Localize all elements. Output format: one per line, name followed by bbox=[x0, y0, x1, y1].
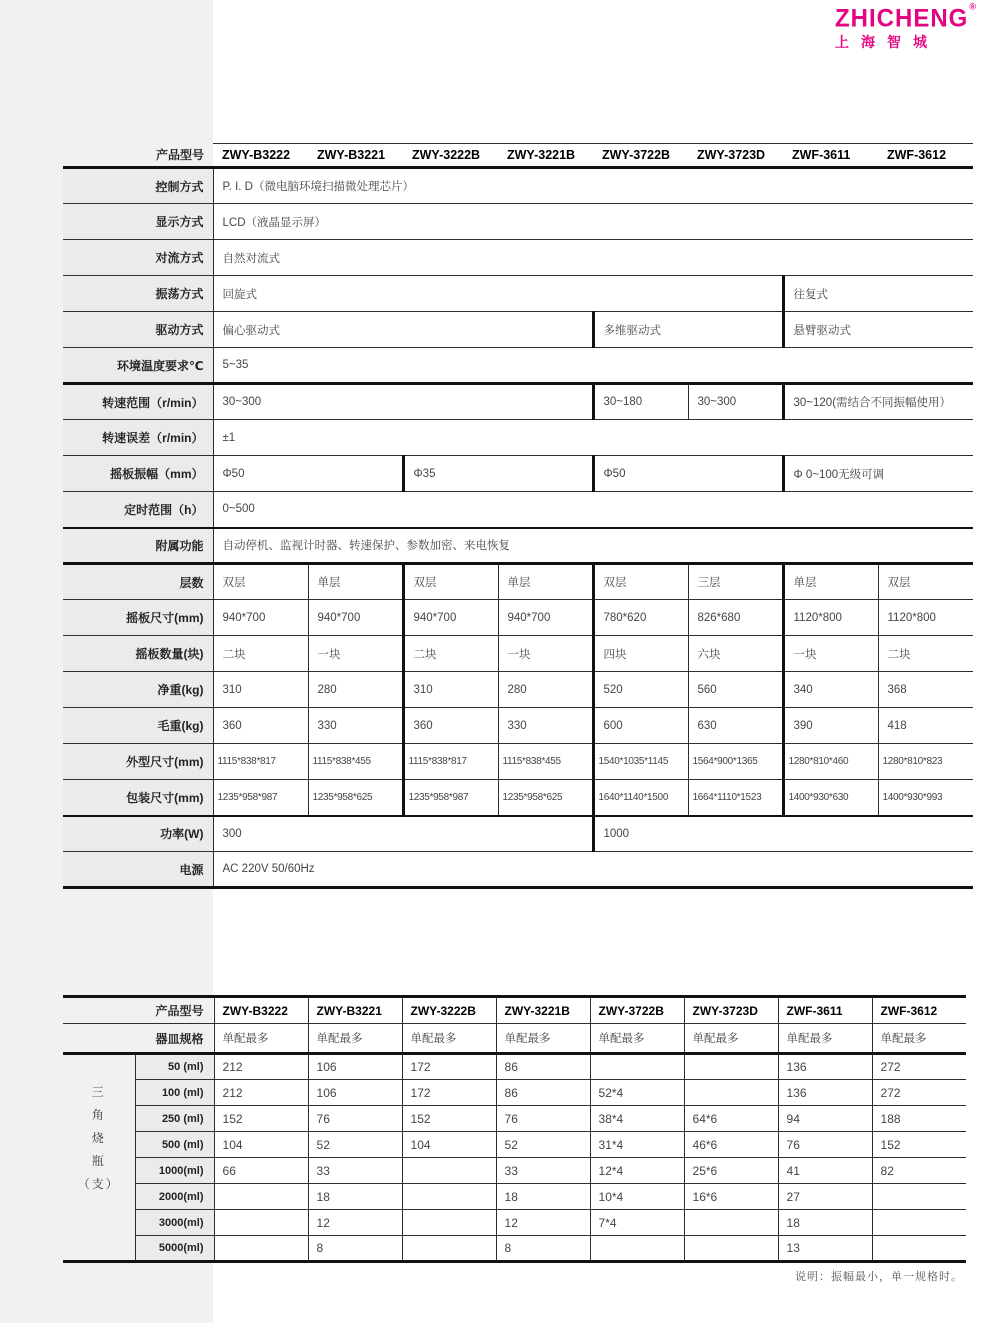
capacity-cell: 12*4 bbox=[590, 1158, 684, 1184]
brand-wordmark bbox=[835, 1, 977, 33]
spec-cell: 1280*810*460 bbox=[783, 744, 878, 780]
row-label: 环境温度要求℃ bbox=[63, 348, 213, 384]
model-name: ZWY-B3222 bbox=[214, 997, 308, 1024]
spec-cell: 630 bbox=[688, 708, 783, 744]
capacity-cell: 86 bbox=[496, 1054, 590, 1080]
model-name: ZWY-B3221 bbox=[308, 997, 402, 1024]
spec-cell: ±1 bbox=[213, 420, 973, 456]
max-config-label: 单配最多 bbox=[778, 1024, 872, 1054]
spec-row bbox=[63, 312, 973, 348]
flask-size-label: 3000(ml) bbox=[135, 1210, 214, 1236]
spec-cell: 940*700 bbox=[308, 600, 403, 636]
row-label: 毛重(kg) bbox=[63, 708, 213, 744]
spec-cell: Φ50 bbox=[593, 456, 783, 492]
spec-cell: LCD（液晶显示屏） bbox=[213, 204, 973, 240]
row-label: 驱动方式 bbox=[63, 312, 213, 348]
spec-cell: 二块 bbox=[878, 636, 973, 672]
spec-cell: Φ 0~100无级可调 bbox=[783, 456, 973, 492]
spec-cell: 940*700 bbox=[498, 600, 593, 636]
spec-cell: 30~300 bbox=[688, 384, 783, 420]
capacity-cell: 8 bbox=[496, 1236, 590, 1262]
spec-cell: 双层 bbox=[403, 564, 498, 600]
max-config-label: 单配最多 bbox=[496, 1024, 590, 1054]
spec-row bbox=[63, 456, 973, 492]
capacity-cell: 8 bbox=[308, 1236, 402, 1262]
capacity-cell bbox=[684, 1210, 778, 1236]
row-label: 附属功能 bbox=[63, 528, 213, 564]
model-name: ZWY-3723D bbox=[688, 144, 783, 168]
capacity-cell: 7*4 bbox=[590, 1210, 684, 1236]
spec-cell: 520 bbox=[593, 672, 688, 708]
capacity-cell bbox=[590, 1054, 684, 1080]
capacity-cell: 31*4 bbox=[590, 1132, 684, 1158]
spec-cell: 1280*810*823 bbox=[878, 744, 973, 780]
capacity-cell: 152 bbox=[214, 1106, 308, 1132]
capacity-cell: 10*4 bbox=[590, 1184, 684, 1210]
flask-group-label-line: 烧 bbox=[91, 1131, 106, 1145]
row-label: 控制方式 bbox=[63, 168, 213, 204]
capacity-cell: 52*4 bbox=[590, 1080, 684, 1106]
model-name: ZWY-3722B bbox=[590, 997, 684, 1024]
capacity-row bbox=[63, 1054, 966, 1080]
row-label: 转速误差（r/min） bbox=[63, 420, 213, 456]
spec-cell: 1235*958*625 bbox=[498, 780, 593, 816]
spec-cell: 560 bbox=[688, 672, 783, 708]
row-label: 功率(W) bbox=[63, 816, 213, 852]
capacity-cell bbox=[214, 1184, 308, 1210]
model-name: ZWF-3611 bbox=[783, 144, 878, 168]
capacity-header-row bbox=[63, 997, 966, 1024]
max-config-label: 单配最多 bbox=[214, 1024, 308, 1054]
capacity-cell bbox=[872, 1210, 966, 1236]
max-config-label: 单配最多 bbox=[402, 1024, 496, 1054]
spec-cell: 双层 bbox=[593, 564, 688, 600]
spec-cell: 30~300 bbox=[213, 384, 593, 420]
spec-cell: 往复式 bbox=[783, 276, 973, 312]
capacity-cell: 76 bbox=[308, 1106, 402, 1132]
spec-cell: 368 bbox=[878, 672, 973, 708]
spec-cell: 二块 bbox=[213, 636, 308, 672]
capacity-cell: 13 bbox=[778, 1236, 872, 1262]
brand-name-chinese: 上海智城 bbox=[835, 34, 940, 50]
spec-cell: 418 bbox=[878, 708, 973, 744]
spec-cell: AC 220V 50/60Hz bbox=[213, 852, 973, 888]
flask-size-label: 500 (ml) bbox=[135, 1132, 214, 1158]
spec-cell: 1120*800 bbox=[783, 600, 878, 636]
spec-cell: Φ50 bbox=[213, 456, 403, 492]
model-name: ZWY-3221B bbox=[496, 997, 590, 1024]
row-label: 显示方式 bbox=[63, 204, 213, 240]
spec-cell: 自动停机、监视计时器、转速保护、参数加密、来电恢复 bbox=[213, 528, 973, 564]
model-name: ZWF-3612 bbox=[878, 144, 973, 168]
spec-cell: 双层 bbox=[213, 564, 308, 600]
flask-group-label-line: 角 bbox=[91, 1108, 106, 1122]
row-label: 摇板数量(块) bbox=[63, 636, 213, 672]
capacity-cell: 66 bbox=[214, 1158, 308, 1184]
spec-cell: 5~35 bbox=[213, 348, 973, 384]
max-config-label: 单配最多 bbox=[308, 1024, 402, 1054]
row-label: 定时范围（h） bbox=[63, 492, 213, 528]
spec-cell: 940*700 bbox=[403, 600, 498, 636]
capacity-cell: 41 bbox=[778, 1158, 872, 1184]
spec-row bbox=[63, 168, 973, 204]
spec-cell: 1564*900*1365 bbox=[688, 744, 783, 780]
spec-cell: Φ35 bbox=[403, 456, 593, 492]
capacity-cell bbox=[872, 1184, 966, 1210]
capacity-cell: 64*6 bbox=[684, 1106, 778, 1132]
spec-cell: 自然对流式 bbox=[213, 240, 973, 276]
flask-size-label: 1000(ml) bbox=[135, 1158, 214, 1184]
row-label: 振荡方式 bbox=[63, 276, 213, 312]
spec-cell: 780*620 bbox=[593, 600, 688, 636]
capacity-cell: 82 bbox=[872, 1158, 966, 1184]
capacity-cell: 106 bbox=[308, 1054, 402, 1080]
spec-row bbox=[63, 492, 973, 528]
spec-cell: 310 bbox=[213, 672, 308, 708]
spec-cell: 四块 bbox=[593, 636, 688, 672]
spec-cell: 回旋式 bbox=[213, 276, 783, 312]
capacity-cell: 33 bbox=[496, 1158, 590, 1184]
spec-row bbox=[63, 240, 973, 276]
spec-cell: 1400*930*630 bbox=[783, 780, 878, 816]
capacity-cell: 18 bbox=[308, 1184, 402, 1210]
spec-row bbox=[63, 564, 973, 600]
capacity-cell bbox=[684, 1236, 778, 1262]
model-name: ZWY-3723D bbox=[684, 997, 778, 1024]
row-label: 净重(kg) bbox=[63, 672, 213, 708]
max-config-label: 单配最多 bbox=[872, 1024, 966, 1054]
spec-cell: 300 bbox=[213, 816, 593, 852]
capacity-cell: 212 bbox=[214, 1080, 308, 1106]
spec-header-row bbox=[63, 144, 973, 168]
flask-group-label-line: （支） bbox=[77, 1177, 120, 1191]
vessel-spec-label: 器皿规格 bbox=[63, 1024, 214, 1054]
capacity-cell: 38*4 bbox=[590, 1106, 684, 1132]
capacity-cell bbox=[684, 1054, 778, 1080]
spec-cell: 1115*838*455 bbox=[498, 744, 593, 780]
capacity-cell: 76 bbox=[778, 1132, 872, 1158]
spec-cell: 单层 bbox=[308, 564, 403, 600]
spec-row bbox=[63, 600, 973, 636]
model-name: ZWF-3612 bbox=[872, 997, 966, 1024]
spec-cell: 1540*1035*1145 bbox=[593, 744, 688, 780]
capacity-cell: 136 bbox=[778, 1080, 872, 1106]
capacity-row bbox=[63, 1236, 966, 1262]
spec-cell: 330 bbox=[308, 708, 403, 744]
capacity-cell: 33 bbox=[308, 1158, 402, 1184]
spec-row bbox=[63, 384, 973, 420]
spec-row bbox=[63, 420, 973, 456]
capacity-row bbox=[63, 1184, 966, 1210]
spec-cell: 0~500 bbox=[213, 492, 973, 528]
model-name: ZWY-3722B bbox=[593, 144, 688, 168]
flask-size-label: 100 (ml) bbox=[135, 1080, 214, 1106]
row-label: 对流方式 bbox=[63, 240, 213, 276]
spec-row bbox=[63, 276, 973, 312]
spec-row bbox=[63, 744, 973, 780]
capacity-cell: 25*6 bbox=[684, 1158, 778, 1184]
row-label: 包装尺寸(mm) bbox=[63, 780, 213, 816]
capacity-cell: 104 bbox=[214, 1132, 308, 1158]
max-config-label: 单配最多 bbox=[684, 1024, 778, 1054]
row-label: 外型尺寸(mm) bbox=[63, 744, 213, 780]
spec-cell: 1115*838*817 bbox=[213, 744, 308, 780]
spec-cell: 280 bbox=[498, 672, 593, 708]
spec-row bbox=[63, 348, 973, 384]
flask-size-label: 250 (ml) bbox=[135, 1106, 214, 1132]
flask-size-label: 2000(ml) bbox=[135, 1184, 214, 1210]
capacity-cell: 76 bbox=[496, 1106, 590, 1132]
row-label: 摇板尺寸(mm) bbox=[63, 600, 213, 636]
spec-cell: 1664*1110*1523 bbox=[688, 780, 783, 816]
capacity-header-label: 产品型号 bbox=[63, 997, 214, 1024]
capacity-cell: 152 bbox=[402, 1106, 496, 1132]
spec-cell: 单层 bbox=[498, 564, 593, 600]
model-name: ZWY-B3221 bbox=[308, 144, 403, 168]
capacity-cell: 106 bbox=[308, 1080, 402, 1106]
row-label: 层数 bbox=[63, 564, 213, 600]
flask-size-label: 50 (ml) bbox=[135, 1054, 214, 1080]
flask-group-label-line: 瓶 bbox=[91, 1154, 106, 1168]
spec-row bbox=[63, 780, 973, 816]
capacity-cell bbox=[402, 1210, 496, 1236]
spec-cell: 悬臂驱动式 bbox=[783, 312, 973, 348]
capacity-cell bbox=[402, 1236, 496, 1262]
capacity-cell: 18 bbox=[778, 1210, 872, 1236]
capacity-row bbox=[63, 1210, 966, 1236]
capacity-cell: 172 bbox=[402, 1054, 496, 1080]
footnote: 说明：振幅最小，单一规格时。 bbox=[795, 1271, 963, 1283]
capacity-cell bbox=[684, 1080, 778, 1106]
spec-cell: 1235*958*987 bbox=[403, 780, 498, 816]
spec-cell: 一块 bbox=[783, 636, 878, 672]
max-config-label: 单配最多 bbox=[590, 1024, 684, 1054]
spec-cell: 30~180 bbox=[593, 384, 688, 420]
spec-cell: 1235*958*987 bbox=[213, 780, 308, 816]
spec-cell: 二块 bbox=[403, 636, 498, 672]
spec-row bbox=[63, 816, 973, 852]
spec-cell: 1120*800 bbox=[878, 600, 973, 636]
spec-cell: 360 bbox=[403, 708, 498, 744]
capacity-cell: 27 bbox=[778, 1184, 872, 1210]
spec-row bbox=[63, 636, 973, 672]
row-label: 电源 bbox=[63, 852, 213, 888]
spec-cell: 280 bbox=[308, 672, 403, 708]
spec-cell: 390 bbox=[783, 708, 878, 744]
capacity-cell: 12 bbox=[308, 1210, 402, 1236]
model-name: ZWY-3222B bbox=[402, 997, 496, 1024]
spec-cell: 940*700 bbox=[213, 600, 308, 636]
spec-row bbox=[63, 852, 973, 888]
capacity-cell: 136 bbox=[778, 1054, 872, 1080]
capacity-cell: 172 bbox=[402, 1080, 496, 1106]
capacity-cell: 46*6 bbox=[684, 1132, 778, 1158]
capacity-cell: 152 bbox=[872, 1132, 966, 1158]
capacity-row bbox=[63, 1080, 966, 1106]
spec-row bbox=[63, 672, 973, 708]
capacity-cell: 52 bbox=[308, 1132, 402, 1158]
spec-cell: 单层 bbox=[783, 564, 878, 600]
spec-cell: 1115*838*455 bbox=[308, 744, 403, 780]
capacity-cell bbox=[590, 1236, 684, 1262]
capacity-cell: 272 bbox=[872, 1080, 966, 1106]
capacity-cell: 86 bbox=[496, 1080, 590, 1106]
spec-row bbox=[63, 204, 973, 240]
spec-cell: 一块 bbox=[498, 636, 593, 672]
capacity-cell bbox=[402, 1184, 496, 1210]
capacity-cell bbox=[214, 1236, 308, 1262]
capacity-row bbox=[63, 1158, 966, 1184]
spec-cell: 三层 bbox=[688, 564, 783, 600]
capacity-table bbox=[63, 995, 966, 1263]
registered-trademark-icon: ® bbox=[969, 1, 977, 12]
flask-size-label: 5000(ml) bbox=[135, 1236, 214, 1262]
capacity-cell: 94 bbox=[778, 1106, 872, 1132]
capacity-subheader-row bbox=[63, 1024, 966, 1054]
spec-cell: 偏心驱动式 bbox=[213, 312, 593, 348]
brand-logo bbox=[835, 1, 977, 50]
spec-cell: P. I. D（微电脑环境扫描微处理芯片） bbox=[213, 168, 973, 204]
flask-group-label-line: 三 bbox=[91, 1085, 106, 1099]
capacity-cell: 104 bbox=[402, 1132, 496, 1158]
spec-row bbox=[63, 528, 973, 564]
model-name: ZWY-3222B bbox=[403, 144, 498, 168]
model-name: ZWY-B3222 bbox=[213, 144, 308, 168]
capacity-row bbox=[63, 1106, 966, 1132]
capacity-cell: 16*6 bbox=[684, 1184, 778, 1210]
spec-header-label: 产品型号 bbox=[63, 144, 213, 168]
spec-cell: 30~120(需结合不同振幅使用） bbox=[783, 384, 973, 420]
spec-cell: 360 bbox=[213, 708, 308, 744]
capacity-row bbox=[63, 1132, 966, 1158]
spec-cell: 310 bbox=[403, 672, 498, 708]
capacity-cell bbox=[214, 1210, 308, 1236]
spec-cell: 600 bbox=[593, 708, 688, 744]
spec-cell: 340 bbox=[783, 672, 878, 708]
spec-cell: 双层 bbox=[878, 564, 973, 600]
spec-cell: 1400*930*993 bbox=[878, 780, 973, 816]
row-label: 摇板振幅（mm） bbox=[63, 456, 213, 492]
capacity-cell bbox=[402, 1158, 496, 1184]
capacity-cell: 212 bbox=[214, 1054, 308, 1080]
spec-table bbox=[63, 143, 973, 889]
model-name: ZWF-3611 bbox=[778, 997, 872, 1024]
spec-cell: 330 bbox=[498, 708, 593, 744]
flask-group-label bbox=[63, 1054, 135, 1262]
capacity-cell bbox=[872, 1236, 966, 1262]
capacity-cell: 18 bbox=[496, 1184, 590, 1210]
capacity-cell: 52 bbox=[496, 1132, 590, 1158]
spec-cell: 1640*1140*1500 bbox=[593, 780, 688, 816]
capacity-cell: 188 bbox=[872, 1106, 966, 1132]
spec-cell: 六块 bbox=[688, 636, 783, 672]
row-label: 转速范围（r/min） bbox=[63, 384, 213, 420]
spec-cell: 826*680 bbox=[688, 600, 783, 636]
spec-cell: 多维驱动式 bbox=[593, 312, 783, 348]
spec-cell: 1115*838*817 bbox=[403, 744, 498, 780]
spec-cell: 一块 bbox=[308, 636, 403, 672]
spec-cell: 1000 bbox=[593, 816, 973, 852]
spec-cell: 1235*958*625 bbox=[308, 780, 403, 816]
brand-name: ZHICHENG bbox=[835, 4, 969, 33]
capacity-cell: 12 bbox=[496, 1210, 590, 1236]
spec-row bbox=[63, 708, 973, 744]
model-name: ZWY-3221B bbox=[498, 144, 593, 168]
capacity-cell: 272 bbox=[872, 1054, 966, 1080]
